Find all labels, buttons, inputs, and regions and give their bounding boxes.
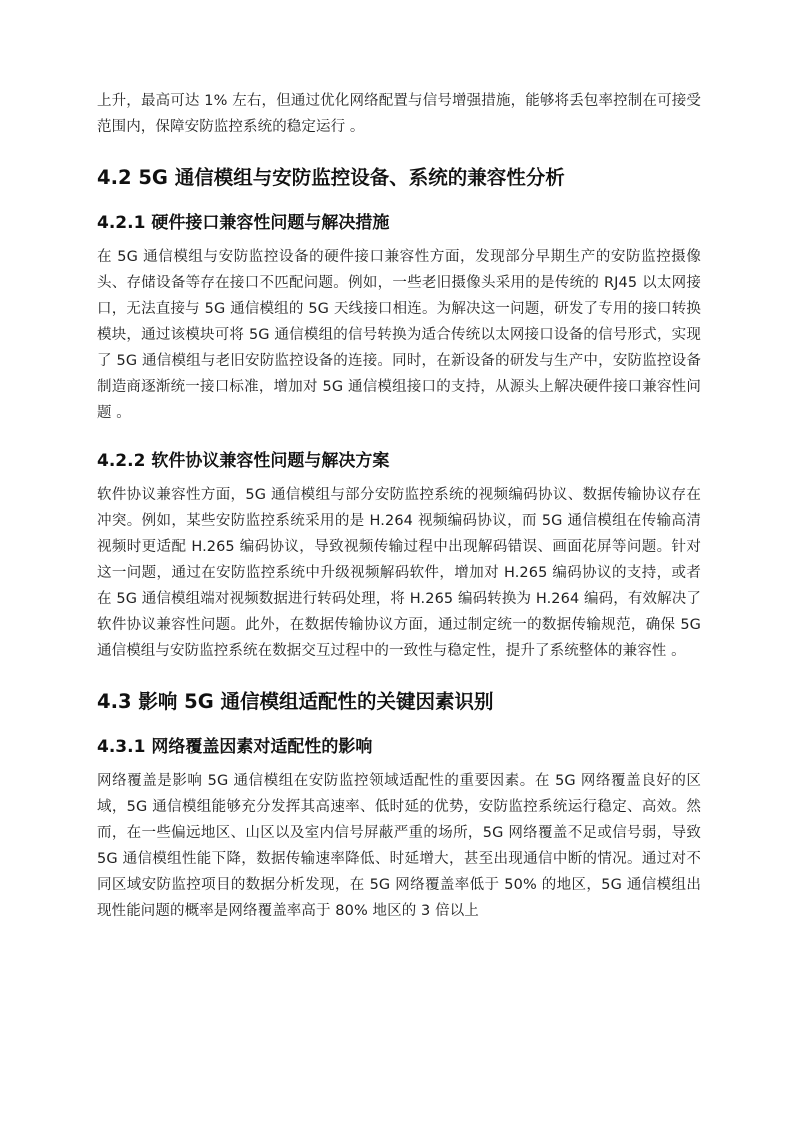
- subsection-4-2-2-paragraph: 软件协议兼容性方面，5G 通信模组与部分安防监控系统的视频编码协议、数据传输协议存在冲突。例如，某些安防监控系统采用的是 H.264 视频编码协议，而 5G 通信模组在传输高清视频时更适配 H.265 编码协议，导致视频传输过程中出现解码错误、画面花屏等问题。针对这一问题，通过在安防监控系统中升级视频解码软件，增加对 H.265 编码协议的支持，或者在 5G 通信模组端对视频数据进行转码处理，将 H.265 编码转换为 H.264 编码，有效解决了软件协议兼容性问题。此外，在数据传输协议方面，通过制定统一的数据传输规范，确保 5G 通信模组与安防监控系统在数据交互过程中的一致性与稳定性，提升了系统整体的兼容性 。: [97, 487, 701, 659]
- subsection-4-2-1-paragraph: 在 5G 通信模组与安防监控设备的硬件接口兼容性方面，发现部分早期生产的安防监控摄像头、存储设备等存在接口不匹配问题。例如，一些老旧摄像头采用的是传统的 RJ45 以太网接口，无法直接与 5G 通信模组的 5G 天线接口相连。为解决这一问题，研发了专用的接口转换模块，通过该模块可将 5G 通信模组的信号转换为适合传统以太网接口设备的信号形式，实现了 5G 通信模组与老旧安防监控设备的连接。同时，在新设备的研发与生产中，安防监控设备制造商逐渐统一接口标准，增加对 5G 通信模组接口的支持，从源头上解决硬件接口兼容性问题 。: [97, 249, 701, 421]
- document-content: [97, 88, 701, 924]
- subsection-4-2-2-heading: 4.2.2 软件协议兼容性问题与解决方案: [97, 451, 390, 471]
- intro-paragraph: 上升，最高可达 1% 左右，但通过优化网络配置与信号增强措施，能够将丢包率控制在可接受范围内，保障安防监控系统的稳定运行 。: [97, 93, 701, 135]
- section-4-3-heading: 4.3 影响 5G 通信模组适配性的关键因素识别: [97, 690, 494, 713]
- subsection-4-3-1-heading: 4.3.1 网络覆盖因素对适配性的影响: [97, 737, 373, 757]
- section-4-2-heading: 4.2 5G 通信模组与安防监控设备、系统的兼容性分析: [97, 166, 565, 189]
- subsection-4-3-1-paragraph: 网络覆盖是影响 5G 通信模组在安防监控领域适配性的重要因素。在 5G 网络覆盖良好的区域，5G 通信模组能够充分发挥其高速率、低时延的优势，安防监控系统运行稳定、高效。然而，在一些偏远地区、山区以及室内信号屏蔽严重的场所，5G 网络覆盖不足或信号弱，导致 5G 通信模组性能下降，数据传输速率降低、时延增大，甚至出现通信中断的情况。通过对不同区域安防监控项目的数据分析发现，在 5G 网络覆盖率低于 50% 的地区，5G 通信模组出现性能问题的概率是网络覆盖率高于 80% 地区的 3 倍以上: [97, 773, 701, 919]
- subsection-4-2-1-heading: 4.2.1 硬件接口兼容性问题与解决措施: [97, 213, 390, 233]
